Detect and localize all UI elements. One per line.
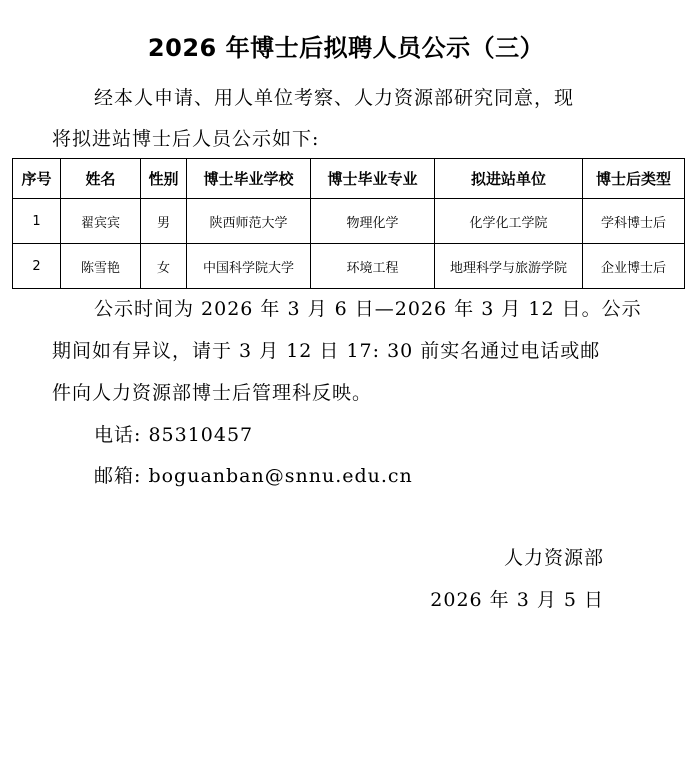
intro-line-1: 经本人申请、用人单位考察、人力资源部研究同意，现 [94, 87, 575, 109]
notice-line-2: 期间如有异议，请于 3 月 12 日 17: 30 前实名通过电话或邮 [52, 340, 601, 362]
cell-phd-school: 中国科学院大学 [187, 244, 311, 289]
header-index: 序号 [13, 159, 61, 199]
personnel-table [12, 158, 685, 289]
header-phd-major: 博士毕业专业 [311, 159, 435, 199]
cell-unit: 地理科学与旅游学院 [435, 244, 583, 289]
cell-phd-major: 物理化学 [311, 199, 435, 244]
header-postdoc-type: 博士后类型 [583, 159, 685, 199]
contact-phone: 电话: 85310457 [94, 424, 254, 446]
cell-unit: 化学化工学院 [435, 199, 583, 244]
cell-phd-school: 陕西师范大学 [187, 199, 311, 244]
signature-date: 2026 年 3 月 5 日 [430, 589, 604, 611]
header-unit: 拟进站单位 [435, 159, 583, 199]
intro-line-2: 将拟进站博士后人员公示如下: [52, 128, 320, 150]
table-row [13, 199, 685, 244]
cell-postdoc-type: 学科博士后 [583, 199, 685, 244]
table-header-row [13, 159, 685, 199]
signature-department: 人力资源部 [503, 547, 604, 569]
cell-gender: 男 [141, 199, 187, 244]
page-title: 2026 年博士后拟聘人员公示（三） [147, 34, 545, 62]
cell-phd-major: 环境工程 [311, 244, 435, 289]
cell-name: 翟宾宾 [61, 199, 141, 244]
cell-index: 2 [13, 244, 61, 289]
cell-name: 陈雪艳 [61, 244, 141, 289]
table-row [13, 244, 685, 289]
cell-gender: 女 [141, 244, 187, 289]
header-gender: 性别 [141, 159, 187, 199]
contact-email: 邮箱: boguanban@snnu.edu.cn [94, 465, 413, 487]
header-name: 姓名 [61, 159, 141, 199]
notice-line-1: 公示时间为 2026 年 3 月 6 日—2026 年 3 月 12 日。公示 [94, 298, 642, 320]
notice-line-3: 件向人力资源部博士后管理科反映。 [52, 382, 373, 404]
header-phd-school: 博士毕业学校 [187, 159, 311, 199]
cell-postdoc-type: 企业博士后 [583, 244, 685, 289]
cell-index: 1 [13, 199, 61, 244]
